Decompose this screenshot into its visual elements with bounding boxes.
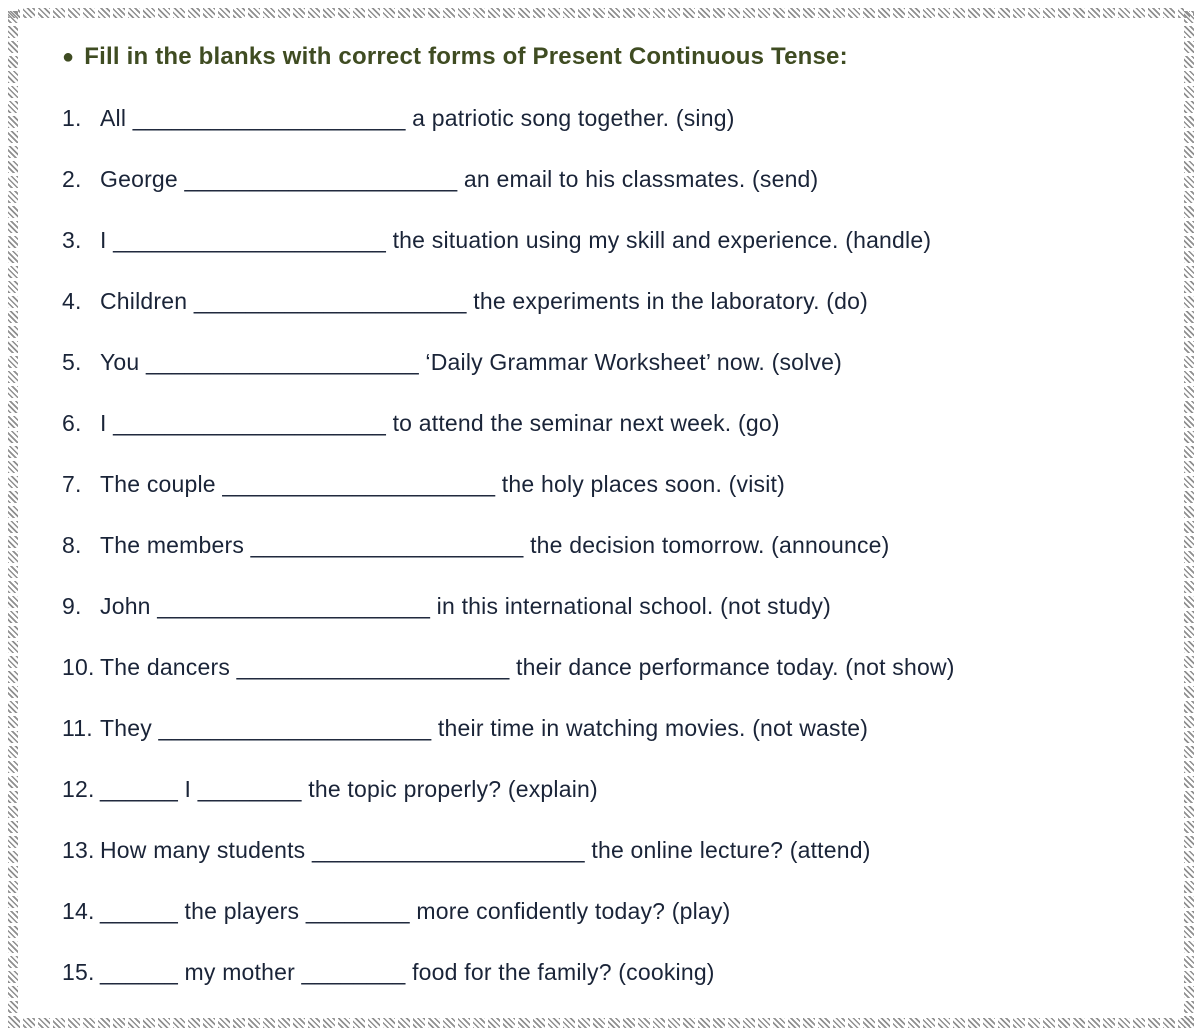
question-text: The couple _____________________ the holy places soon. (visit) — [100, 471, 786, 497]
question-row — [62, 775, 1152, 803]
question-row — [62, 653, 1152, 681]
question-row — [62, 470, 1152, 498]
question-row — [62, 958, 1152, 986]
question-number: 4. — [62, 288, 82, 314]
question-text: All _____________________ a patriotic song together. (sing) — [100, 105, 735, 131]
question-number: 15. — [62, 959, 95, 985]
question-text: George _____________________ an email to his classmates. (send) — [100, 166, 819, 192]
worksheet-title — [62, 42, 1152, 72]
question-row — [62, 226, 1152, 254]
decorative-border-top — [8, 8, 1194, 18]
question-text: I _____________________ to attend the seminar next week. (go) — [100, 410, 780, 436]
question-number: 2. — [62, 166, 82, 192]
question-number: 8. — [62, 532, 82, 558]
question-row — [62, 409, 1152, 437]
worksheet-content — [62, 42, 1152, 986]
question-number: 1. — [62, 105, 82, 131]
question-number: 3. — [62, 227, 82, 253]
question-row — [62, 897, 1152, 925]
question-row — [62, 836, 1152, 864]
bullet-icon: ● — [62, 46, 75, 68]
question-number: 5. — [62, 349, 82, 375]
question-number: 12. — [62, 776, 95, 802]
question-text: You _____________________ ‘Daily Grammar Worksheet’ now. (solve) — [100, 349, 843, 375]
question-number: 9. — [62, 593, 82, 619]
question-number: 14. — [62, 898, 95, 924]
question-row — [62, 104, 1152, 132]
question-text: ______ I ________ the topic properly? (explain) — [100, 776, 598, 802]
question-row — [62, 714, 1152, 742]
question-text: ______ my mother ________ food for the family? (cooking) — [100, 959, 715, 985]
question-number: 7. — [62, 471, 82, 497]
question-number: 13. — [62, 837, 95, 863]
question-text: Children _____________________ the experiments in the laboratory. (do) — [100, 288, 868, 314]
question-row — [62, 531, 1152, 559]
question-text: The members _____________________ the decision tomorrow. (announce) — [100, 532, 890, 558]
question-row — [62, 165, 1152, 193]
question-row — [62, 592, 1152, 620]
question-number: 6. — [62, 410, 82, 436]
question-number: 11. — [62, 715, 93, 741]
question-text: They _____________________ their time in watching movies. (not waste) — [100, 715, 869, 741]
question-row — [62, 287, 1152, 315]
question-list — [62, 104, 1152, 986]
decorative-border-left — [8, 8, 18, 1028]
question-number: 10. — [62, 654, 95, 680]
decorative-border-right — [1184, 8, 1194, 1028]
question-text: ______ the players ________ more confidently today? (play) — [100, 898, 731, 924]
question-row — [62, 348, 1152, 376]
question-text: I _____________________ the situation using my skill and experience. (handle) — [100, 227, 932, 253]
title-text: Fill in the blanks with correct forms of Present Continuous Tense: — [84, 43, 848, 70]
decorative-border-bottom — [8, 1018, 1194, 1028]
question-text: John _____________________ in this international school. (not study) — [100, 593, 831, 619]
question-text: How many students _____________________ the online lecture? (attend) — [100, 837, 871, 863]
question-text: The dancers _____________________ their dance performance today. (not show) — [100, 654, 955, 680]
